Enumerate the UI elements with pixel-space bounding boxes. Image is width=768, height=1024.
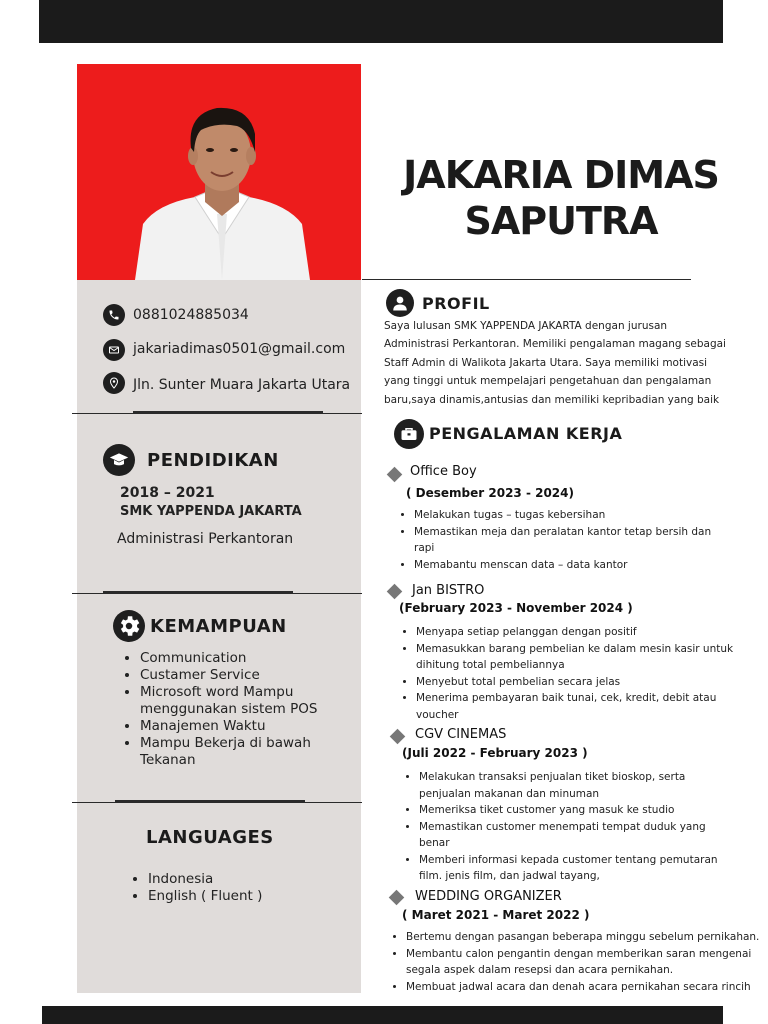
contact-divider-line xyxy=(72,413,362,414)
languages-list xyxy=(130,871,348,905)
language-item: • Indonesia xyxy=(148,871,348,888)
job-duties xyxy=(396,507,734,573)
briefcase-icon xyxy=(394,419,424,449)
job-title: WEDDING ORGANIZER xyxy=(415,889,562,904)
job-dates: ( Maret 2021 - Maret 2022 ) xyxy=(402,908,590,922)
top-bar xyxy=(39,0,723,43)
language-item: • English ( Fluent ) xyxy=(148,888,348,905)
header-divider xyxy=(362,279,691,280)
user-icon xyxy=(386,289,414,317)
duty-item: • Melakukan tugas – tugas kebersihan xyxy=(414,507,734,524)
job-duties xyxy=(401,769,739,885)
duty-item: • Membantu calon pengantin dengan memberikan saran mengenai segala aspek dalam resepsi dan acara pernikahan. xyxy=(406,946,768,979)
email-text: jakariadimas0501@gmail.com xyxy=(133,341,346,357)
duty-item: • Bertemu dengan pasangan beberapa minggu sebelum pernikahan. xyxy=(406,929,768,946)
name-line-2: SAPUTRA xyxy=(464,199,658,243)
skill-item: • Microsoft word Mampu menggunakan sistem POS xyxy=(140,684,340,718)
name-line-1: JAKARIA DIMAS xyxy=(403,153,719,197)
diamond-bullet-icon xyxy=(387,467,403,483)
location-icon xyxy=(103,372,125,394)
duty-item: • Memabantu menscan data – data kantor xyxy=(414,557,734,574)
graduation-cap-icon xyxy=(103,444,135,476)
diamond-bullet-icon xyxy=(390,729,406,745)
duty-item: • Memastikan meja dan peralatan kantor tetap bersih dan rapi xyxy=(414,524,734,557)
experience-heading: PENGALAMAN KERJA xyxy=(429,424,623,443)
duty-item: • Menyapa setiap pelanggan dengan positif xyxy=(416,624,756,641)
gear-icon xyxy=(113,610,145,642)
full-name xyxy=(376,152,746,244)
diamond-bullet-icon xyxy=(387,584,403,600)
skills-divider-line xyxy=(72,802,362,803)
diamond-bullet-icon xyxy=(389,890,405,906)
languages-heading: LANGUAGES xyxy=(146,827,274,848)
job-title: CGV CINEMAS xyxy=(415,727,507,742)
address-text: Jln. Sunter Muara Jakarta Utara xyxy=(133,377,351,393)
skills-list xyxy=(122,650,340,769)
job-title: Office Boy xyxy=(410,464,477,479)
duty-item: • Memeriksa tiket customer yang masuk ke studio xyxy=(419,802,739,819)
job-title: Jan BISTRO xyxy=(412,583,485,598)
education-major: Administrasi Perkantoran xyxy=(117,531,294,547)
education-heading: PENDIDIKAN xyxy=(147,450,279,471)
job-duties xyxy=(398,624,756,723)
phone-icon xyxy=(103,304,125,326)
skill-item: • Communication xyxy=(140,650,340,667)
job-duties xyxy=(388,929,768,995)
duty-item: • Memasukkan barang pembelian ke dalam mesin kasir untuk dihitung total pembeliannya xyxy=(416,641,756,674)
phone-text: 0881024885034 xyxy=(133,307,249,323)
education-years: 2018 – 2021 xyxy=(120,485,215,501)
profile-heading: PROFIL xyxy=(422,294,490,313)
skill-item: • Mampu Bekerja di bawah Tekanan xyxy=(140,735,340,769)
bottom-bar xyxy=(42,1006,723,1024)
skill-item: • Custamer Service xyxy=(140,667,340,684)
duty-item: • Menerima pembayaran baik tunai, cek, kredit, debit atau voucher xyxy=(416,690,756,723)
skills-heading: KEMAMPUAN xyxy=(150,616,287,637)
duty-item: • Melakukan transaksi penjualan tiket bioskop, serta penjualan makanan dan minuman xyxy=(419,769,739,802)
duty-item: • Menyebut total pembelian secara jelas xyxy=(416,674,756,691)
duty-item: • Memberi informasi kepada customer tentang pemutaran film. jenis film, dan jadwal tayang, xyxy=(419,852,739,885)
duty-item: • Membuat jadwal acara dan denah acara pernikahan secara rincih xyxy=(406,979,768,996)
email-icon xyxy=(103,339,125,361)
job-dates: (Juli 2022 - February 2023 ) xyxy=(402,746,588,760)
job-dates: ( Desember 2023 - 2024) xyxy=(406,486,574,500)
education-divider-line xyxy=(72,593,362,594)
job-dates: (February 2023 - November 2024 ) xyxy=(399,601,633,615)
profile-text: Saya lulusan SMK YAPPENDA JAKARTA dengan jurusan Administrasi Perkantoran. Memiliki pengalaman magang sebagai Staff Admin di Walikota Jakarta Utara. Saya memiliki motivasi yang tinggi untuk mempelajari pengetahuan dan pengalaman baru,saya dinamis,antusias dan memiliki kepribadian yang baik xyxy=(384,320,726,406)
profile-photo xyxy=(77,64,361,280)
skill-item: • Manajemen Waktu xyxy=(140,718,340,735)
duty-item: • Memastikan customer menempati tempat duduk yang benar xyxy=(419,819,739,852)
education-school: SMK YAPPENDA JAKARTA xyxy=(120,504,302,519)
